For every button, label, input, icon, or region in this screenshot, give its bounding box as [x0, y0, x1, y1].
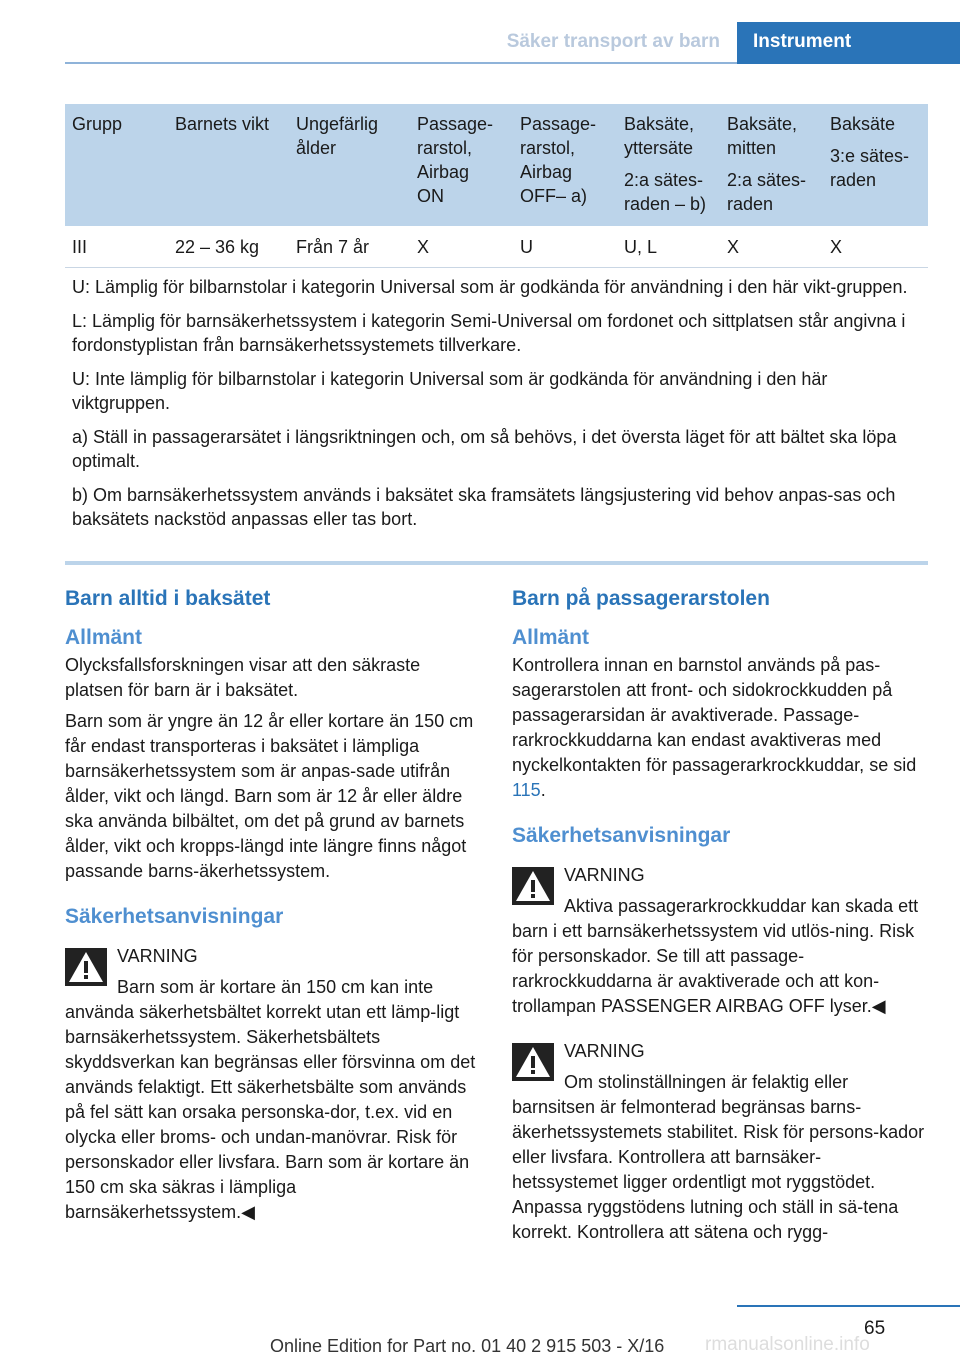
table-header-row	[65, 104, 928, 226]
warning-title: VARNING	[564, 865, 645, 885]
warning-icon	[65, 948, 107, 986]
chapter-tab: Instrument	[737, 22, 960, 64]
column-header	[617, 104, 720, 226]
subheading-general: Allmänt	[65, 626, 143, 649]
header-line: Passage-	[520, 114, 597, 134]
table-cell: X	[823, 226, 928, 268]
header-sub	[624, 168, 714, 216]
page-header	[0, 0, 960, 62]
paragraph: Barn som är yngre än 12 år eller kortare än 150 cm får endast transporteras i baksätet i lämpliga barnsäkerhetssystem som är anpas-sade utifrån ålder, vikt och längd. Barn som är 12 år eller äldre ska använda bilbältet, om det på grund av barnets ålder, vikt och kropps-längd inte längre finns något passande barns-äkerhetssystem.	[65, 711, 474, 881]
header-sub-line: 2:a sätes-	[624, 170, 704, 190]
note-u-not: U: Inte lämplig för bilbarnstolar i kategorin Universal som är godkända för användning i den här viktgruppen.	[72, 369, 828, 413]
warning-title: VARNING	[564, 1041, 645, 1061]
column-header	[513, 104, 617, 226]
header-line: Airbag	[520, 162, 573, 182]
paragraph: Olycksfallsforskningen visar att den säkraste platsen för barn är i baksätet.	[65, 655, 421, 700]
page-number: 65	[864, 1318, 886, 1339]
header-sub-line: 2:a sätes-	[727, 170, 807, 190]
table-cell: U	[513, 226, 617, 268]
page-link[interactable]: 115	[512, 780, 541, 800]
header-line: Passage-	[417, 114, 494, 134]
table-cell: Från 7 år	[289, 226, 410, 268]
section-heading: Barn alltid i baksätet	[65, 587, 271, 610]
note-a: a) Ställ in passagerarsätet i längsriktningen och, om så behövs, i det översta läget för att bältet ska löpa optimalt.	[72, 427, 897, 471]
table-cell: X	[720, 226, 823, 268]
header-line: OFF– a)	[520, 186, 588, 206]
table-row	[65, 226, 928, 268]
header-line: Barnets vikt	[175, 114, 270, 134]
header-line: ålder	[296, 138, 337, 158]
column-header	[168, 104, 289, 226]
header-sub-line: 3:e sätes-	[830, 146, 910, 166]
header-line: mitten	[727, 138, 777, 158]
table-cell: U, L	[617, 226, 720, 268]
header-line: yttersäte	[624, 138, 694, 158]
header-sub-line: raden	[830, 170, 877, 190]
header-sub	[830, 144, 922, 192]
subheading-safety: Säkerhetsanvisningar	[512, 824, 731, 847]
column-header	[289, 104, 410, 226]
right-column	[512, 583, 927, 1245]
table-bottom-rule	[65, 561, 928, 565]
note-l: L: Lämplig för barnsäkerhetssystem i kategorin Semi-Universal om fordonet och sittplatsen står angivna i fordonstyplistan från barnsäkerhetssystemets tillverkare.	[72, 311, 906, 355]
table-cell: X	[410, 226, 513, 268]
warning-text: Aktiva passagerarkrockkuddar kan skada ett barn i ett barnsäkerhetssystem vid utlös-ning. Risk för personskador. Se till att passage-rarkrockkuddarna är avaktiverade och att kon-trollampan PASSENGER AIRBAG OFF lyser.◀	[512, 896, 919, 1016]
warning-title: VARNING	[117, 946, 198, 966]
table-cell: 22 – 36 kg	[168, 226, 289, 268]
header-line: Grupp	[72, 114, 123, 134]
header-line: rarstol,	[417, 138, 473, 158]
section-title: Säker transport av barn	[506, 31, 720, 52]
warning-text: Barn som är kortare än 150 cm kan inte använda säkerhetsbältet korrekt utan ett lämp-ligt barnsäkerhetssystem. Säkerhetsbältets skyddsverkan kan begränsas eller försvinna om det används felaktigt. Ett säkerhetsbälte som används på fel sätt kan orsaka personska-dor, t.ex. vid en olycka eller broms- och undan-manövrar. Risk för personskador eller livsfara. Barn som är kortare än 150 cm ska säkras i lämpliga barnsäkerhetssystem.◀	[65, 977, 476, 1222]
warning-icon	[512, 1043, 554, 1081]
paragraph	[512, 653, 927, 803]
warning-block	[512, 1039, 927, 1064]
watermark: rmanualsonline.info	[705, 1334, 870, 1355]
child-seat-table	[65, 104, 928, 268]
table-notes	[72, 275, 922, 541]
header-line: Baksäte	[830, 114, 896, 134]
column-header	[823, 104, 928, 226]
warning-text: Om stolinställningen är felaktig eller barnsitsen är felmonterad begränsas barns-äkerhetssystemets stabilitet. Risk för persons-kador eller livsfara. Kontrollera att barnsäker-hetssystemet ligger ordentligt mot ryggstödet. Anpassa ryggstödens lutning och ställ in sä-tena korrekt. Kontrollera att sätena och rygg-	[512, 1072, 925, 1242]
warning-block	[65, 944, 480, 969]
header-line: rarstol,	[520, 138, 576, 158]
column-header	[410, 104, 513, 226]
subheading-safety: Säkerhetsanvisningar	[65, 905, 284, 928]
column-header	[65, 104, 168, 226]
column-header	[720, 104, 823, 226]
note-b: b) Om barnsäkerhetssystem används i baksätet ska framsätets längsjustering vid behov anpas-sas och baksätets nackstöd anpassas eller tas bort.	[72, 485, 896, 529]
header-line: Baksäte,	[624, 114, 695, 134]
warning-icon	[512, 867, 554, 905]
section-heading: Barn på passagerarstolen	[512, 587, 770, 610]
edition-note: Online Edition for Part no. 01 40 2 915 503 - X/16	[270, 1336, 665, 1356]
header-rule	[65, 62, 737, 64]
header-line: Airbag	[417, 162, 470, 182]
header-line: Ungefärlig	[296, 114, 379, 134]
paragraph-text: Kontrollera innan en barnstol används på pas-sagerarstolen att front- och sidokrockkudden på passagerarsidan är avaktiverade. Passage-rarkrockkuddarna kan endast avaktiveras med nyckelkontakten för passagerarkrockkuddar, se sid	[512, 655, 917, 775]
footer-rule	[737, 1305, 960, 1307]
header-sub-line: raden	[727, 194, 774, 214]
header-sub	[727, 168, 817, 216]
header-sub-line: raden – b)	[624, 194, 707, 214]
header-line: ON	[417, 186, 444, 206]
header-line: Baksäte,	[727, 114, 798, 134]
note-u: U: Lämplig för bilbarnstolar i kategorin Universal som är godkända för användning i den här vikt-gruppen.	[72, 277, 908, 297]
table-cell: III	[65, 226, 168, 268]
warning-block	[512, 863, 927, 888]
left-column	[65, 583, 480, 1225]
subheading-general: Allmänt	[512, 626, 590, 649]
paragraph-end: .	[540, 780, 546, 800]
